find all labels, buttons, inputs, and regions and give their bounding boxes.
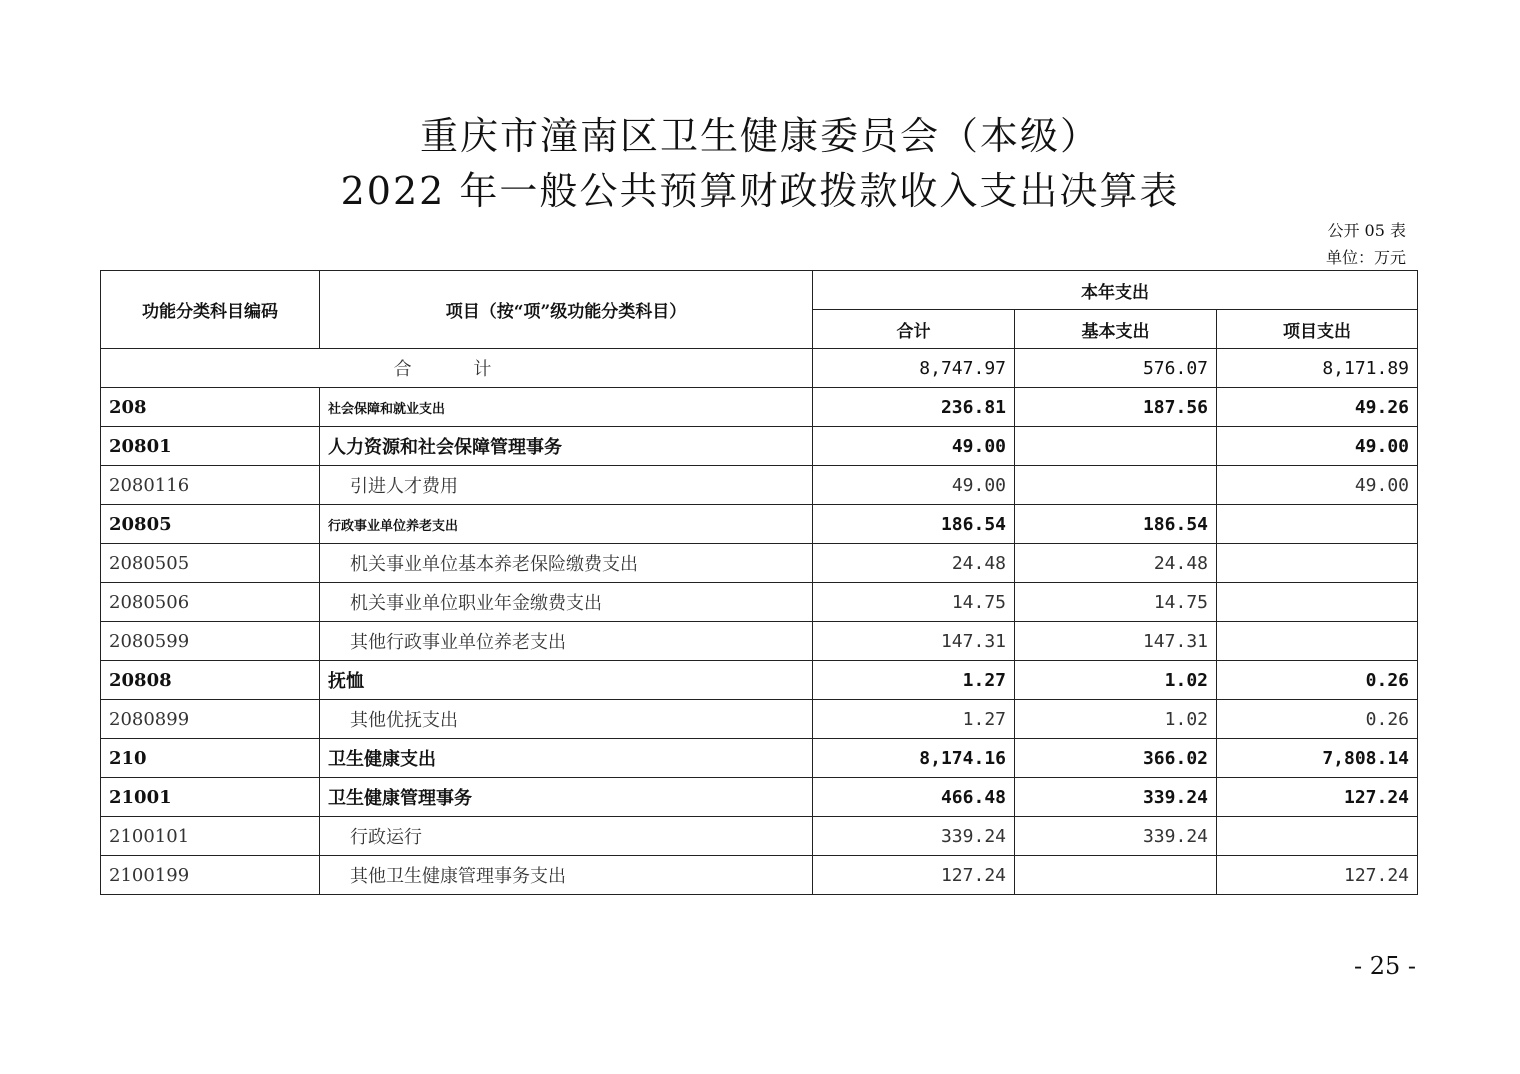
row-code: 208 bbox=[101, 388, 320, 427]
title-line-2: 2022 年一般公共预算财政拨款收入支出决算表 bbox=[340, 169, 1180, 213]
row-total: 466.48 bbox=[813, 778, 1015, 817]
table-row bbox=[101, 778, 1418, 817]
total-sum: 8,747.97 bbox=[813, 349, 1015, 388]
row-code: 2080899 bbox=[101, 700, 320, 739]
header-item: 项目（按“项”级功能分类科目） bbox=[320, 271, 813, 349]
row-total: 14.75 bbox=[813, 583, 1015, 622]
table-row bbox=[101, 817, 1418, 856]
row-project: 127.24 bbox=[1217, 778, 1418, 817]
row-basic: 147.31 bbox=[1015, 622, 1217, 661]
row-total: 8,174.16 bbox=[813, 739, 1015, 778]
row-basic: 24.48 bbox=[1015, 544, 1217, 583]
row-project: 0.26 bbox=[1217, 700, 1418, 739]
row-basic: 1.02 bbox=[1015, 661, 1217, 700]
row-basic bbox=[1015, 427, 1217, 466]
row-project: 49.00 bbox=[1217, 466, 1418, 505]
title-line-1: 重庆市潼南区卫生健康委员会（本级） bbox=[419, 114, 1100, 158]
row-total: 147.31 bbox=[813, 622, 1015, 661]
row-basic: 187.56 bbox=[1015, 388, 1217, 427]
row-total: 1.27 bbox=[813, 700, 1015, 739]
table-row bbox=[101, 427, 1418, 466]
unit-label: 单位：万元 bbox=[1325, 248, 1406, 267]
row-total: 1.27 bbox=[813, 661, 1015, 700]
row-project bbox=[1217, 817, 1418, 856]
header-basic: 基本支出 bbox=[1015, 310, 1217, 349]
table-row bbox=[101, 622, 1418, 661]
row-name: 其他优抚支出 bbox=[320, 700, 813, 739]
table-row bbox=[101, 583, 1418, 622]
row-code: 20805 bbox=[101, 505, 320, 544]
row-total: 186.54 bbox=[813, 505, 1015, 544]
row-code: 20801 bbox=[101, 427, 320, 466]
row-basic: 186.54 bbox=[1015, 505, 1217, 544]
row-name: 机关事业单位职业年金缴费支出 bbox=[320, 583, 813, 622]
header-current-year-expense: 本年支出 bbox=[813, 271, 1418, 310]
row-code: 2080116 bbox=[101, 466, 320, 505]
row-code: 2100199 bbox=[101, 856, 320, 895]
row-basic bbox=[1015, 856, 1217, 895]
row-name: 卫生健康支出 bbox=[320, 739, 813, 778]
page-number: - 25 - bbox=[1353, 952, 1416, 980]
row-total: 236.81 bbox=[813, 388, 1015, 427]
row-name: 行政事业单位养老支出 bbox=[320, 505, 813, 544]
row-project: 0.26 bbox=[1217, 661, 1418, 700]
row-project: 7,808.14 bbox=[1217, 739, 1418, 778]
row-code: 2080599 bbox=[101, 622, 320, 661]
row-project: 49.26 bbox=[1217, 388, 1418, 427]
row-total: 49.00 bbox=[813, 466, 1015, 505]
table-row bbox=[101, 544, 1418, 583]
row-total: 49.00 bbox=[813, 427, 1015, 466]
row-basic: 339.24 bbox=[1015, 778, 1217, 817]
table-row bbox=[101, 466, 1418, 505]
total-project: 8,171.89 bbox=[1217, 349, 1418, 388]
row-basic bbox=[1015, 466, 1217, 505]
row-name: 卫生健康管理事务 bbox=[320, 778, 813, 817]
row-code: 20808 bbox=[101, 661, 320, 700]
row-total: 127.24 bbox=[813, 856, 1015, 895]
row-name: 其他行政事业单位养老支出 bbox=[320, 622, 813, 661]
header-total: 合计 bbox=[813, 310, 1015, 349]
header-project: 项目支出 bbox=[1217, 310, 1418, 349]
row-project bbox=[1217, 505, 1418, 544]
table-row bbox=[101, 739, 1418, 778]
row-project bbox=[1217, 583, 1418, 622]
row-code: 2080506 bbox=[101, 583, 320, 622]
row-basic: 14.75 bbox=[1015, 583, 1217, 622]
table-row bbox=[101, 856, 1418, 895]
row-basic: 366.02 bbox=[1015, 739, 1217, 778]
row-project bbox=[1217, 544, 1418, 583]
row-name: 抚恤 bbox=[320, 661, 813, 700]
row-code: 2080505 bbox=[101, 544, 320, 583]
budget-table bbox=[100, 270, 1418, 895]
table-row bbox=[101, 661, 1418, 700]
row-name: 引进人才费用 bbox=[320, 466, 813, 505]
row-project: 127.24 bbox=[1217, 856, 1418, 895]
table-row bbox=[101, 700, 1418, 739]
row-code: 2100101 bbox=[101, 817, 320, 856]
total-basic: 576.07 bbox=[1015, 349, 1217, 388]
header-code: 功能分类科目编码 bbox=[101, 271, 320, 349]
row-total: 339.24 bbox=[813, 817, 1015, 856]
row-project: 49.00 bbox=[1217, 427, 1418, 466]
row-name: 行政运行 bbox=[320, 817, 813, 856]
table-row bbox=[101, 388, 1418, 427]
row-name: 其他卫生健康管理事务支出 bbox=[320, 856, 813, 895]
total-label: 合 计 bbox=[101, 349, 813, 388]
total-row bbox=[101, 349, 1418, 388]
form-number: 公开 05 表 bbox=[1327, 221, 1406, 240]
row-basic: 1.02 bbox=[1015, 700, 1217, 739]
row-name: 社会保障和就业支出 bbox=[320, 388, 813, 427]
row-name: 人力资源和社会保障管理事务 bbox=[320, 427, 813, 466]
table-row bbox=[101, 505, 1418, 544]
row-code: 21001 bbox=[101, 778, 320, 817]
row-name: 机关事业单位基本养老保险缴费支出 bbox=[320, 544, 813, 583]
row-total: 24.48 bbox=[813, 544, 1015, 583]
row-basic: 339.24 bbox=[1015, 817, 1217, 856]
row-code: 210 bbox=[101, 739, 320, 778]
row-project bbox=[1217, 622, 1418, 661]
